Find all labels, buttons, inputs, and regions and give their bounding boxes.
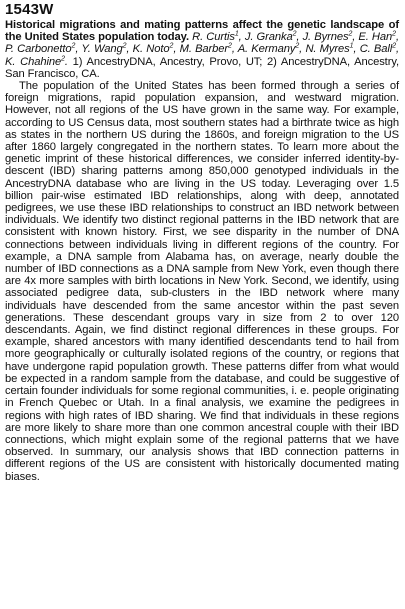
author-name: A. Kermany [237,43,296,56]
abstract-title: Historical migrations and mating patterns affect the genetic landscape of the United States population today. [5,19,399,44]
author-affiliation-mark: 2 [295,42,300,50]
author-name: K. Chahine [5,55,62,68]
author-name: K. Noto [132,43,170,56]
author-affiliation-mark: 2 [71,42,76,50]
abstract-header [5,19,399,80]
author-name: N. Myres [305,43,350,56]
author-affiliation-mark: 2 [122,42,127,50]
author-name: R. Curtis [192,31,235,44]
affiliations: 1) AncestryDNA, Ancestry, Provo, UT; 2) AncestryDNA, Ancestry, San Francisco, CA. [5,55,399,80]
abstract-body: The population of the United States has been formed through a series of foreign migrations, rapid population expansion, and westward migration. However, not all regions of the US have grown in the same way. For example, according to US Census data, most southern states had a birthrate twice as high as states in the northern US during the 1860s, and foreign migration to the US after 1860 largely congregated in the northern states. To learn more about the genetic imprint of these historical differences, we consider inferred identity-by-descent (IBD) sharing patterns among 850,000 genotyped individuals in the AncestryDNA database who are living in the US today. Leveraging over 1.5 billion pair-wise estimated IBD relationships, along with deep, annotated pedigrees, we use these IBD relationships to construct an IBD network between individuals. We identify two distinct regional patterns in the IBD network that are consistent with known history. First, we see disparity in the number of DNA connections between individuals living in different regions of the country. For example, a DNA sample from Alabama has, on average, nearly double the number of IBD connections as a DNA sample from New York, even though there are 4x more samples with birth locations in New York. Second, we identify, using associated pedigree data, sub-clusters in the IBD network where many individuals have descended from the same ancestor within the past seven generations. These descendant groups vary in size from 2 to over 120 descendants. Again, we find distinct regional differences in these groups. For example, shared ancestors with many identified descendants tend to hail from more geographically or culturally isolated regions of the country, or regions that have undergone rapid population growth. These patterns differ from what would be expected in a random sample from the database, and could be suggestive of certain founder individuals for some regional communities, i. e. people originating in French Quebec or Utah. In a final analysis, we examine the pedigrees in regions with high rates of IBD sharing. We find that individuals in these regions are more likely to share more than one common ancestral couple with their IBD connections, which might explain some of the regional patterns that we have observed. In summary, our analysis shows that IBD connection patterns in different regions of the US are consistent with historically documented mating biases. [5,80,399,483]
author-name: Y. Wang [81,43,123,56]
abstract-id: 1543W [5,1,54,18]
author-name: C. Ball [359,43,393,56]
author-name: P. Carbonetto [5,43,72,56]
author-affiliation-mark: 2 [228,42,232,50]
author-name: J. Granka [244,31,293,44]
author-list: R. Curtis$^1$, J. Granka$^2$, J. Byrnes$^2$, E. Han$^2$, P. Carbonetto$^2$, Y. Wang$^2$, K. Noto$^2$, M. Barber$^2$, A. Kermany$^2$, N. Myres$^1$, C. Ball$^2$, K. Chahine$^2$. [5,30,399,68]
author-name: M. Barber [179,43,229,56]
author-name: J. Byrnes [302,31,349,44]
author-affiliation-mark: 1 [234,30,239,38]
author-affiliation-mark: 2 [169,42,174,50]
author-affiliation-mark: 1 [349,42,354,50]
author-affiliation-mark: 2 [348,30,353,38]
author-affiliation-mark: 2 [392,30,396,38]
author-affiliation-mark: 2 [392,42,396,50]
author-name: E. Han [358,31,393,44]
author-affiliation-mark: 2 [292,30,297,38]
author-affiliation-mark: 2 [61,54,65,62]
